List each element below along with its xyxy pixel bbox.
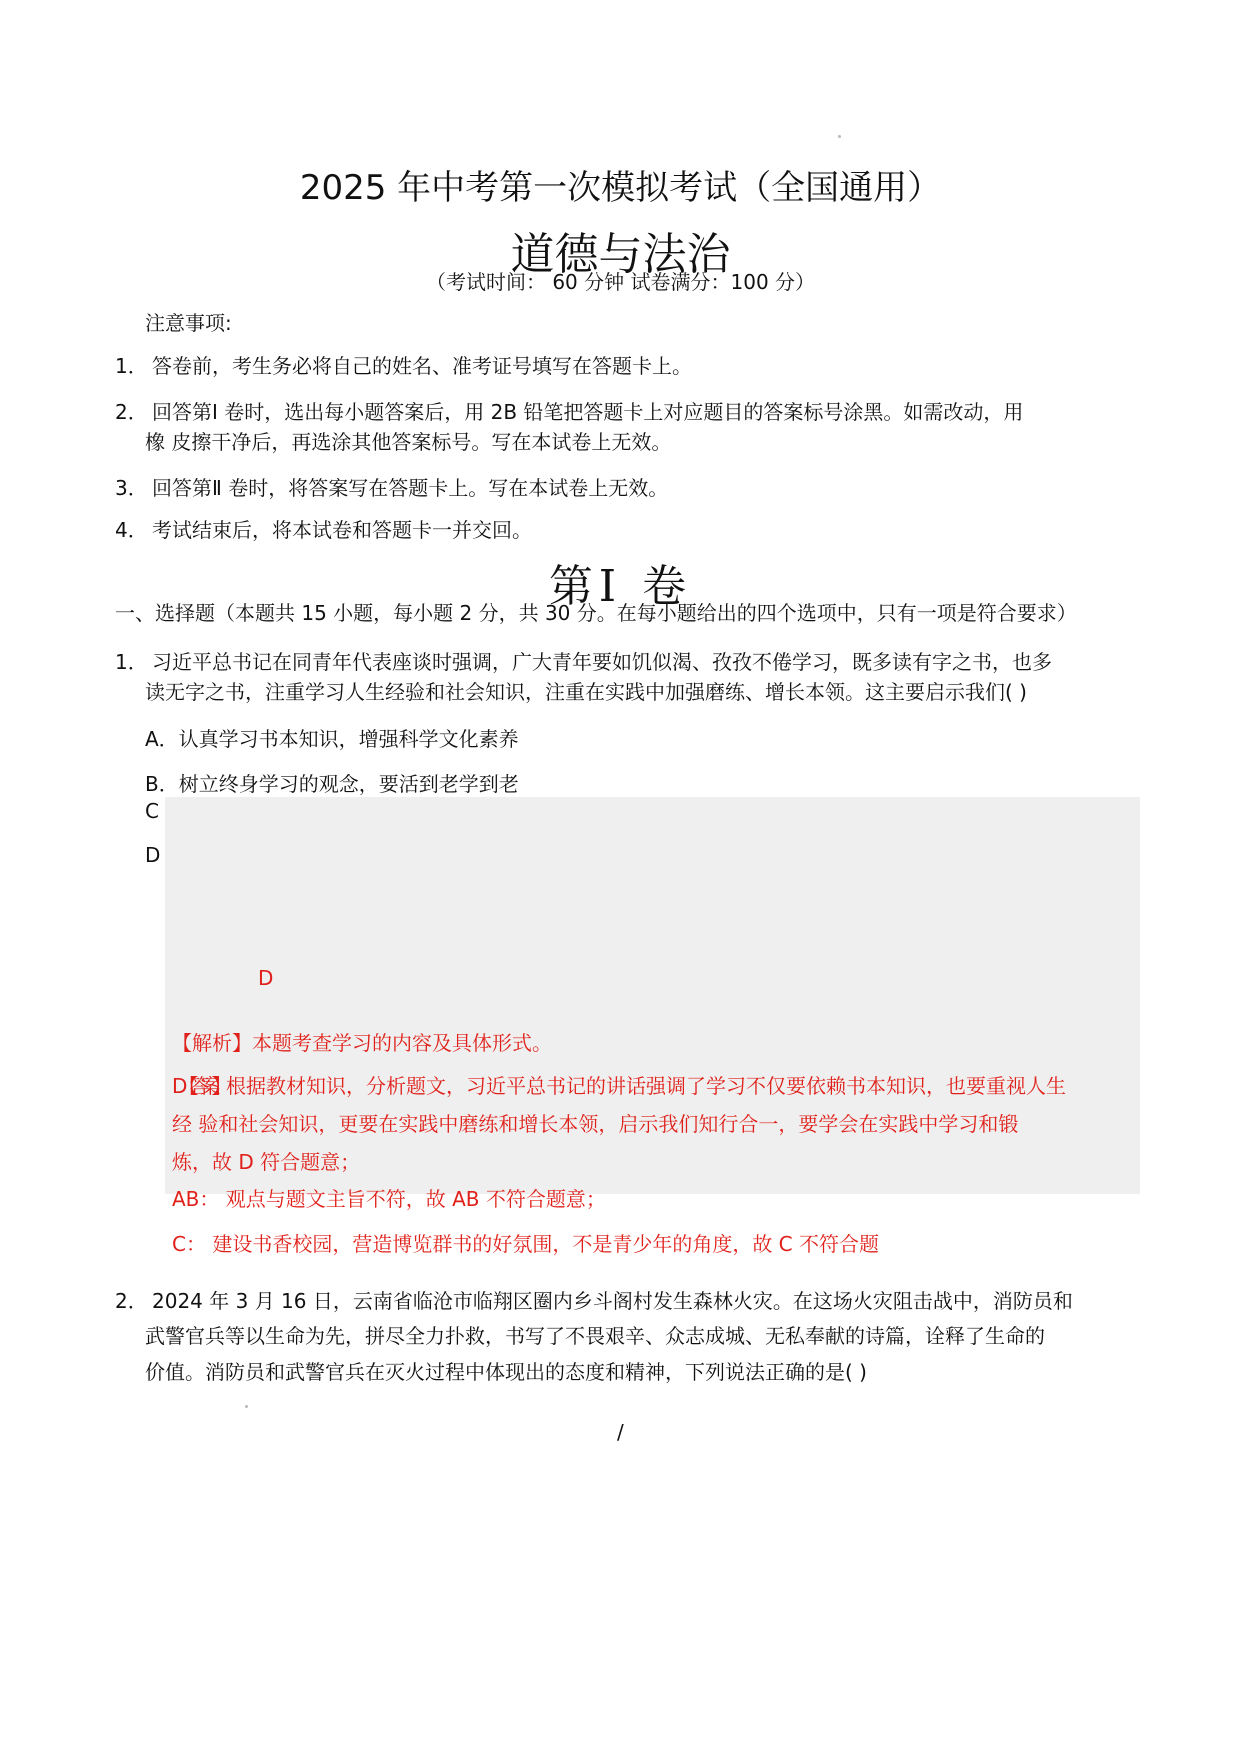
q2-num: 2．	[115, 1289, 148, 1313]
q1-ab-analysis: AB： 观点与题文主旨不符，故 AB 不符合题意；	[172, 1187, 606, 1211]
volume-heading: 第Ⅰ 卷	[548, 561, 693, 612]
note-4-num: 4．	[115, 518, 148, 542]
page-footer: /	[617, 1420, 624, 1444]
exam-title: 2025 年中考第一次模拟考试（全国通用）	[299, 168, 942, 208]
q1-detail-line-1: 根据教材知识，分析题文，习近平总书记的讲话强调了学习不仅要依赖书本知识，也要重视人生	[226, 1074, 1066, 1098]
note-2-line-1: 回答第Ⅰ 卷时，选出每小题答案后，用 2B 铅笔把答题卡上对应题目的答案标号涂黑。如需改动，用	[152, 400, 1024, 424]
q1-overlap-prefix: D【答案】	[172, 1074, 223, 1098]
notes-heading: 注意事项:	[145, 311, 232, 335]
q1-detail-line-3: 炼，故 D 符合题意；	[172, 1150, 361, 1174]
subject-title: 道德与法治	[510, 229, 731, 280]
note-3-text: 回答第Ⅱ 卷时，将答案写在答题卡上。写在本试卷上无效。	[152, 476, 669, 500]
note-4-text: 考试结束后，将本试卷和答题卡一并交回。	[152, 518, 532, 542]
q1-line-1: 习近平总书记在同青年代表座谈时强调，广大青年要如饥似渴、孜孜不倦学习，既多读有字之书，也多	[152, 650, 1052, 674]
q2-line-3: 价值。消防员和武警官兵在灭火过程中体现出的态度和精神，下列说法正确的是( )	[145, 1360, 867, 1384]
exam-meta: （考试时间： 60 分钟 试卷满分：100 分）	[425, 270, 816, 294]
q1-detail-line-2: 经 验和社会知识，更要在实践中磨练和增长本领，启示我们知行合一，要学会在实践中学习和锻	[172, 1112, 1019, 1136]
q1-line-2: 读无字之书，注重学习人生经验和社会知识，注重在实践中加强磨练、增长本领。这主要启示我们( )	[145, 680, 1027, 704]
q1-answer-letter: D	[258, 966, 274, 990]
note-2-line-2: 橡 皮擦干净后，再选涂其他答案标号。写在本试卷上无效。	[145, 430, 672, 454]
q1-option-a: A．认真学习书本知识，增强科学文化素养	[145, 727, 519, 751]
note-1-text: 答卷前，考生务必将自己的姓名、准考证号填写在答题卡上。	[152, 354, 692, 378]
q1-option-d: D	[145, 843, 161, 867]
q2-line-1: 2024 年 3 月 16 日，云南省临沧市临翔区圈内乡斗阁村发生森林火灾。在这场火灾阻击战中，消防员和	[152, 1289, 1073, 1313]
note-3-num: 3．	[115, 476, 148, 500]
q1-option-c: C	[145, 799, 159, 823]
q1-option-b: B．树立终身学习的观念，要活到老学到老	[145, 772, 519, 796]
note-2-num: 2．	[115, 400, 148, 424]
q1-analysis: 【解析】本题考查学习的内容及具体形式。	[172, 1031, 552, 1055]
q2-line-2: 武警官兵等以生命为先，拼尽全力扑救，书写了不畏艰辛、众志成城、无私奉献的诗篇，诠释了生命的	[145, 1324, 1045, 1348]
section-heading: 一、选择题（本题共 15 小题，每小题 2 分，共 30 分。在每小题给出的四个选项中，只有一项是符合要求）	[115, 601, 1077, 625]
q1-num: 1．	[115, 650, 148, 674]
note-1-num: 1．	[115, 354, 148, 378]
q1-c-analysis: C： 建设书香校园，营造博览群书的好氛围，不是青少年的角度，故 C 不符合题	[172, 1232, 880, 1256]
